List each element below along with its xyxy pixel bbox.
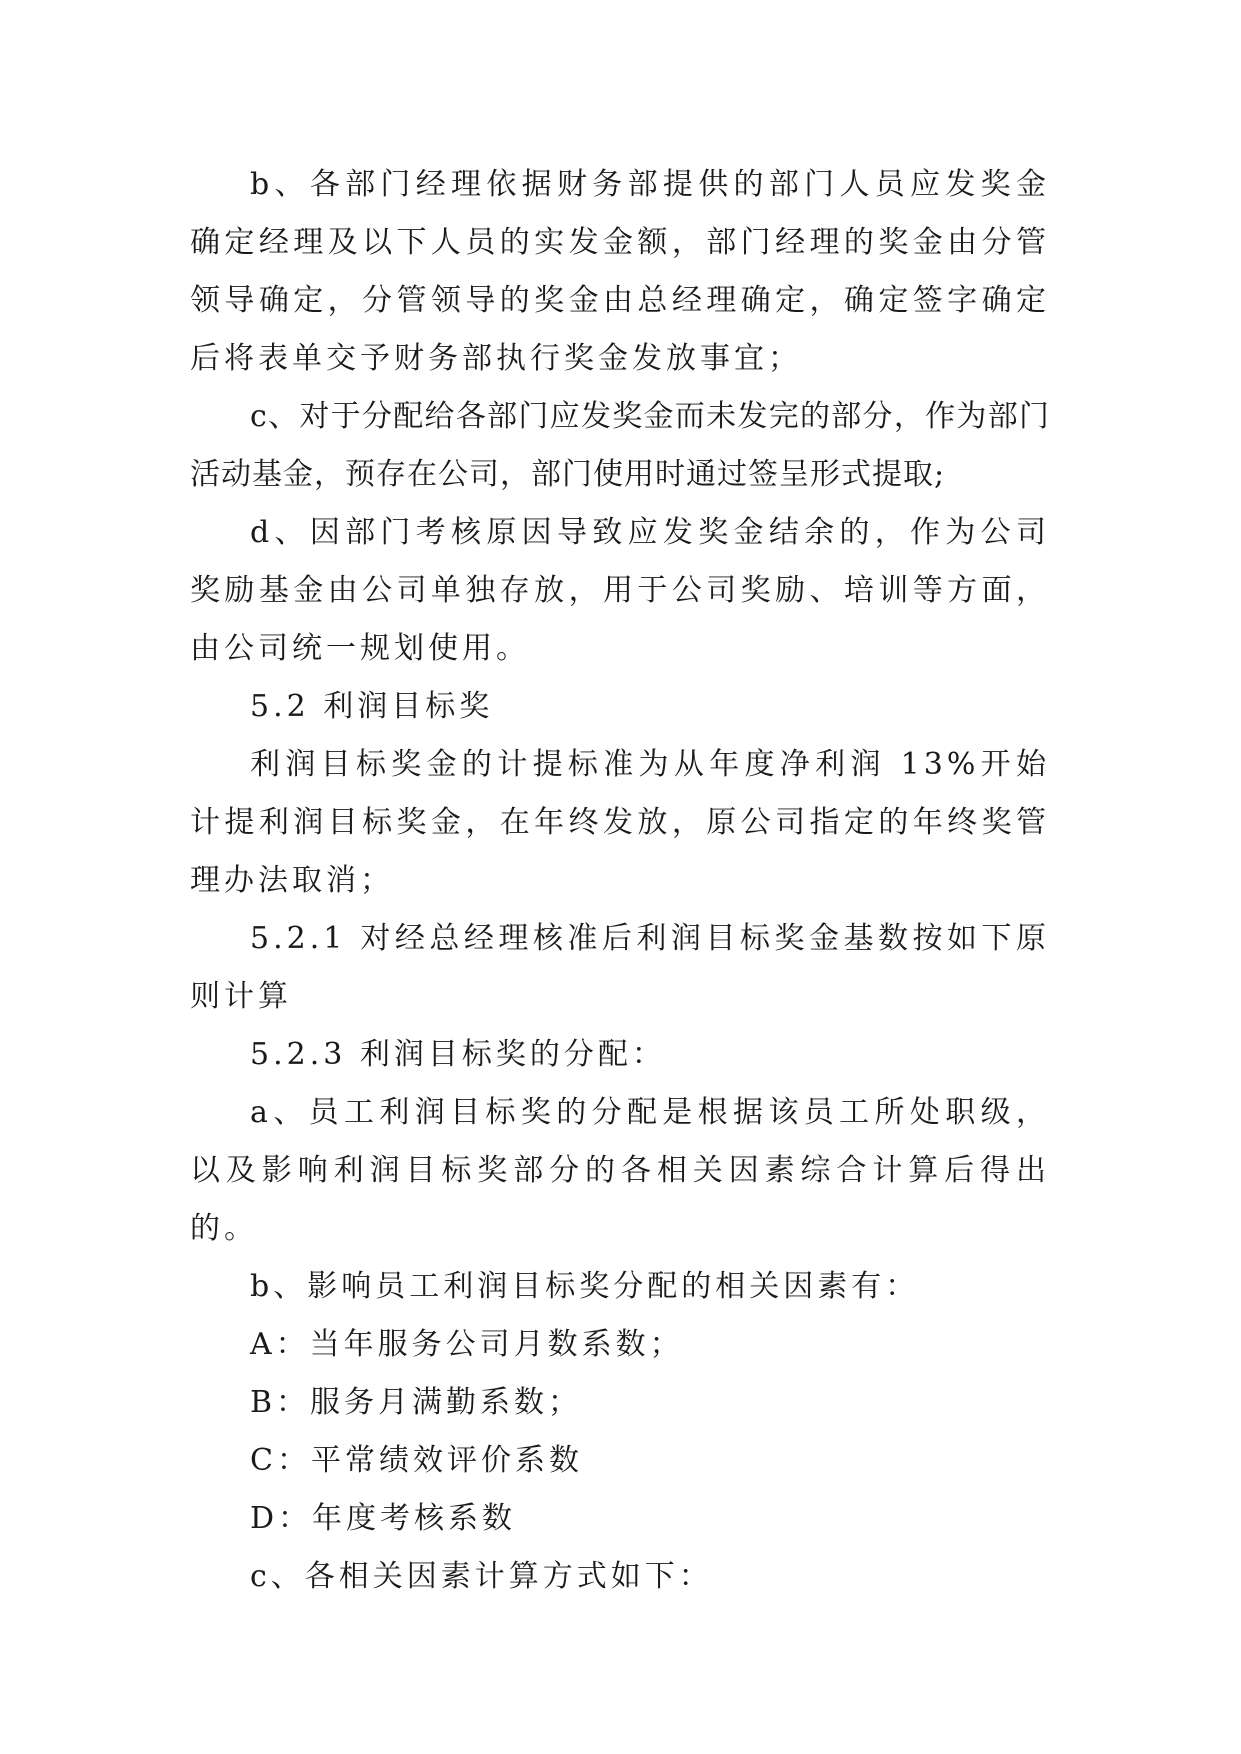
paragraph-manager-bonus: b、各部门经理依据财务部提供的部门人员应发奖金确定经理及以下人员的实发金额，部门经理的奖金由分管领导确定，分管领导的奖金由总经理确定，确定签字确定后将表单交予财务部执行奖金发放事宜； xyxy=(190,167,1050,376)
paragraph-distribution-basis: a、员工利润目标奖的分配是根据该员工所处职级，以及影响利润目标奖部分的各相关因素综合计算后得出的。 xyxy=(190,1095,1050,1246)
paragraph-profit-target-standard: 利润目标奖金的计提标准为从年度净利润 13%开始计提利润目标奖金，在年终发放，原公司指定的年终奖管理办法取消； xyxy=(190,747,1050,898)
paragraph-related-factors: b、影响员工利润目标奖分配的相关因素有： xyxy=(250,1269,920,1304)
document-body xyxy=(190,156,1050,1606)
paragraph-calculation-method: c、各相关因素计算方式如下： xyxy=(250,1559,713,1594)
paragraph-5-2-1: 5.2.1 对经总经理核准后利润目标奖金基数按如下原则计算 xyxy=(190,921,1050,1014)
paragraph-5-2-3: 5.2.3 利润目标奖的分配： xyxy=(250,1037,666,1072)
section-heading-profit-target: 5.2 利润目标奖 xyxy=(250,689,494,724)
factor-d: D：年度考核系数 xyxy=(250,1501,517,1536)
paragraph-undistributed-bonus: c、对于分配给各部门应发奖金而未发完的部分，作为部门活动基金，预存在公司，部门使用时通过签呈形式提取; xyxy=(190,399,1050,492)
factor-b: B：服务月满勤系数； xyxy=(250,1385,583,1420)
paragraph-bonus-surplus: d、因部门考核原因导致应发奖金结余的，作为公司奖励基金由公司单独存放，用于公司奖励、培训等方面，由公司统一规划使用。 xyxy=(190,515,1050,666)
factor-c: C：平常绩效评价系数 xyxy=(250,1443,583,1478)
factor-a: A：当年服务公司月数系数； xyxy=(250,1327,684,1362)
